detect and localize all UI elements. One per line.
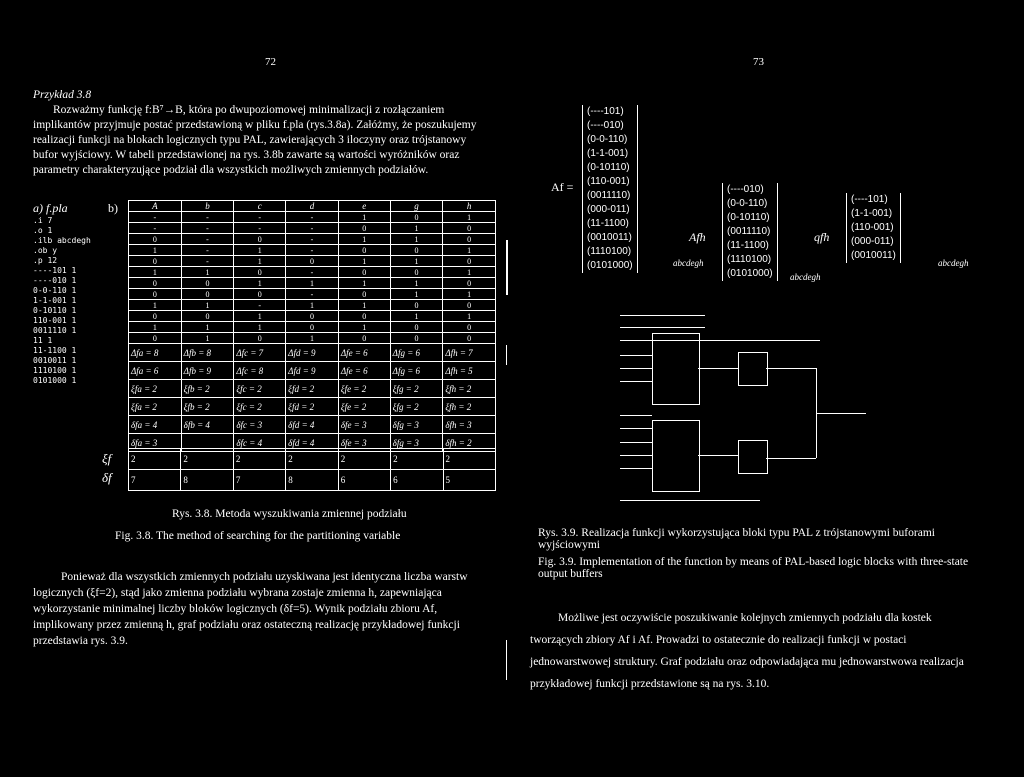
- para-line: jednowarstwowej struktury. Graf podziału oraz odpowiadająca mu jednowarstwowa realizacja: [530, 656, 964, 668]
- measure-row: [129, 344, 496, 362]
- table-cell: 1: [443, 311, 496, 322]
- table-cell: -: [234, 223, 286, 234]
- delta-value-cell: 7: [129, 470, 181, 491]
- table-cell: 1: [338, 256, 390, 267]
- para-line: Możliwe jest oczywiście poszukiwanie kolejnych zmiennych podziału dla kostek: [558, 612, 932, 624]
- table-cell: 1: [129, 300, 182, 311]
- table-row: [129, 212, 496, 223]
- intro-line: parametry charakteryzujące podział dla wszystkich możliwych zmiennych podziałów.: [33, 164, 429, 176]
- qfh-matrix: [846, 193, 901, 263]
- matrix-row: (000-011): [851, 236, 894, 247]
- margin-bar: [506, 640, 507, 680]
- table-cell: 1: [234, 322, 286, 333]
- pla-line: 1110100 1: [33, 366, 77, 375]
- measure-cell: ξfg = 2: [390, 380, 443, 398]
- afh-label: Afh: [689, 230, 706, 244]
- measure-cell: ξfg = 2: [390, 398, 443, 416]
- table-cell: 0: [443, 333, 496, 344]
- delta-value-cell: 7: [233, 470, 285, 491]
- table-cell: 0: [234, 333, 286, 344]
- table-cell: 1: [390, 256, 443, 267]
- measure-cell: ξfb = 2: [181, 398, 234, 416]
- table-cell: -: [286, 234, 339, 245]
- measure-cell: Δfc = 7: [234, 344, 286, 362]
- table-cell: 0: [390, 212, 443, 223]
- table-cell: -: [129, 223, 182, 234]
- page-number-right: 73: [753, 56, 764, 68]
- measure-cell: δfa = 4: [129, 416, 182, 434]
- pla-line: ----010 1: [33, 276, 77, 285]
- table-row: [129, 278, 496, 289]
- para-line: wykorzystanie minimalnej liczby bloków logicznych (δf=5). Wynik podziału zbioru Af,: [33, 603, 438, 615]
- table-cell: 1: [338, 278, 390, 289]
- table-cell: 1: [443, 245, 496, 256]
- table-cell: 0: [390, 333, 443, 344]
- intro-paragraph: [33, 103, 503, 178]
- afh-subscript: abcdegh: [790, 272, 821, 282]
- table-cell: 0: [129, 289, 182, 300]
- table-cell: 0: [390, 267, 443, 278]
- measure-row: [129, 416, 496, 434]
- table-cell: 0: [234, 234, 286, 245]
- measure-cell: ξfd = 2: [286, 380, 339, 398]
- delta-value-cell: 6: [338, 470, 390, 491]
- matrix-row: (0101000): [727, 268, 773, 279]
- para-line: logicznych (ξf=2), stąd jako zmienna podziału wybrana zostaje zmienna h, zapewniająca: [33, 587, 442, 599]
- matrix-row: (0010011): [587, 232, 632, 243]
- measure-row: [129, 362, 496, 380]
- pla-line: 11-1100 1: [33, 346, 77, 355]
- table-cell: 0: [286, 256, 339, 267]
- measure-cell: ξfa = 2: [129, 380, 182, 398]
- measure-cell: δfa = 3: [129, 434, 182, 452]
- measure-cell: ξfc = 2: [234, 398, 286, 416]
- table-cell: 1: [234, 278, 286, 289]
- xi-row: [129, 449, 496, 470]
- measure-cell: δfh = 3: [443, 416, 496, 434]
- pla-line: 1-1-001 1: [33, 296, 77, 305]
- matrix-row: (1110100): [587, 246, 632, 257]
- table-cell: 0: [443, 322, 496, 333]
- table-cell: 0: [443, 300, 496, 311]
- measure-cell: Δfb = 9: [181, 362, 234, 380]
- measure-cell: δfc = 4: [234, 434, 286, 452]
- table-cell: -: [286, 245, 339, 256]
- table-cell: 0: [286, 322, 339, 333]
- pal-block: [652, 420, 700, 492]
- table-cell: -: [286, 267, 339, 278]
- intro-line: bufor wyjściowy. W tabeli przedstawionej na rys. 3.8b zawarte są wartości wyróżników oraz: [33, 149, 460, 161]
- buffer: [738, 352, 768, 386]
- table-header-cell: h: [443, 201, 496, 212]
- table-cell: -: [234, 300, 286, 311]
- table-cell: 1: [338, 234, 390, 245]
- xi-value-cell: 2: [233, 449, 285, 470]
- afh-matrix: [722, 183, 778, 281]
- fig-3-9-caption-pl: [538, 527, 988, 551]
- measure-cell: δfg = 3: [390, 416, 443, 434]
- measure-cell: Δfd = 9: [286, 344, 339, 362]
- xi-label: ξf: [102, 451, 112, 466]
- para-line: tworzących zbiory Af i Af. Prowadzi to ostatecznie do realizacji funkcji w postaci: [530, 634, 907, 646]
- table-cell: -: [286, 289, 339, 300]
- matrix-row: (0-10110): [587, 162, 630, 173]
- table-cell: 1: [443, 212, 496, 223]
- table-cell: 1: [129, 322, 182, 333]
- table-cell: 0: [390, 245, 443, 256]
- measure-cell: Δfa = 8: [129, 344, 182, 362]
- table-cell: -: [181, 223, 234, 234]
- measure-cell: δfd = 4: [286, 416, 339, 434]
- pla-line: 110-001 1: [33, 316, 77, 325]
- table-row: [129, 311, 496, 322]
- measure-cell: δfd = 4: [286, 434, 339, 452]
- table-header-cell: g: [390, 201, 443, 212]
- table-cell: 1: [181, 322, 234, 333]
- measure-cell: Δfg = 6: [390, 362, 443, 380]
- table-cell: 0: [234, 267, 286, 278]
- table-cell: 1: [286, 333, 339, 344]
- table-header-cell: A: [129, 201, 182, 212]
- table-cell: 0: [443, 278, 496, 289]
- measure-cell: Δfd = 9: [286, 362, 339, 380]
- table-cell: 0: [129, 278, 182, 289]
- pla-line: 0-10110 1: [33, 306, 77, 315]
- matrix-row: (----010): [727, 184, 764, 195]
- qfh-label: qfh: [814, 230, 830, 244]
- measure-cell: ξfe = 2: [338, 398, 390, 416]
- delta-value-cell: 8: [181, 470, 233, 491]
- xi-value-cell: 2: [443, 449, 495, 470]
- para-line: Ponieważ dla wszystkich zmiennych podziału uzyskiwana jest identyczna liczba warstw: [61, 571, 468, 583]
- table-cell: 1: [181, 267, 234, 278]
- pal-circuit-diagram: [600, 310, 900, 510]
- table-cell: -: [234, 212, 286, 223]
- table-cell: 1: [286, 278, 339, 289]
- table-cell: 1: [338, 212, 390, 223]
- measure-cell: Δfh = 7: [443, 344, 496, 362]
- measure-cell: ξfh = 2: [443, 380, 496, 398]
- measure-cell: Δfc = 8: [234, 362, 286, 380]
- right-paragraph: [530, 607, 998, 695]
- table-cell: 0: [129, 311, 182, 322]
- table-header-row: [129, 201, 496, 212]
- table-cell: 1: [390, 234, 443, 245]
- matrix-row: (0010011): [851, 250, 896, 261]
- xi-value-cell: 2: [286, 449, 338, 470]
- matrix-row: (----101): [587, 106, 624, 117]
- table-cell: 1: [443, 289, 496, 300]
- table-cell: -: [181, 234, 234, 245]
- table-header-cell: b: [181, 201, 234, 212]
- measure-cell: ξfc = 2: [234, 380, 286, 398]
- measure-row: [129, 380, 496, 398]
- table-cell: -: [181, 256, 234, 267]
- para-line: implikowany przez zmienną h, graf podziału oraz ostateczną realizację przykładowej funkcji: [33, 619, 460, 631]
- matrix-row: (0011110): [727, 226, 771, 237]
- table-cell: 0: [286, 311, 339, 322]
- measure-cell: δfb = 4: [181, 416, 234, 434]
- matrix-row: (11-1100): [587, 218, 629, 229]
- measure-cell: Δfa = 6: [129, 362, 182, 380]
- pla-line: 0-0-110 1: [33, 286, 77, 295]
- pla-label: a) f.pla: [33, 201, 68, 215]
- table-cell: 0: [129, 256, 182, 267]
- table-cell: 1: [390, 289, 443, 300]
- table-row: [129, 289, 496, 300]
- pla-line: ----101 1: [33, 266, 77, 275]
- matrix-row: (----101): [851, 194, 888, 205]
- example-title: Przykład 3.8: [33, 89, 92, 101]
- table-cell: 0: [181, 289, 234, 300]
- table-cell: -: [181, 212, 234, 223]
- table-header-cell: c: [234, 201, 286, 212]
- delta-value-cell: 5: [443, 470, 495, 491]
- table-cell: -: [129, 212, 182, 223]
- matrix-row: (1-1-001): [587, 148, 629, 159]
- measure-cell: Δfg = 6: [390, 344, 443, 362]
- fig-3-8-caption-pl: Rys. 3.8. Metoda wyszukiwania zmiennej podziału: [172, 508, 407, 520]
- delta-label: δf: [102, 470, 112, 485]
- table-cell: 0: [129, 234, 182, 245]
- table-cell: 1: [234, 256, 286, 267]
- table-row: [129, 245, 496, 256]
- table-row: [129, 267, 496, 278]
- matrix-row: (0-0-110): [587, 134, 628, 145]
- fig-3-8-caption-en: Fig. 3.8. The method of searching for the partitioning variable: [115, 530, 401, 542]
- table-cell: -: [286, 223, 339, 234]
- table-cell: 0: [390, 322, 443, 333]
- margin-bar: [506, 240, 508, 295]
- table-cell: 0: [338, 333, 390, 344]
- xi-value-cell: 2: [338, 449, 390, 470]
- pla-line: .ilb abcdegh: [33, 236, 91, 245]
- table-cell: 1: [234, 311, 286, 322]
- matrix-row: (0011110): [587, 190, 631, 201]
- pla-line: .p 12: [33, 256, 58, 265]
- table-row: [129, 333, 496, 344]
- table-label: b): [108, 201, 118, 215]
- measure-cell: ξfd = 2: [286, 398, 339, 416]
- table-cell: 1: [443, 267, 496, 278]
- table-header-cell: d: [286, 201, 339, 212]
- table-cell: 1: [181, 300, 234, 311]
- table-cell: 1: [129, 245, 182, 256]
- measure-row: [129, 398, 496, 416]
- measure-cell: Δfb = 8: [181, 344, 234, 362]
- table-cell: 0: [338, 223, 390, 234]
- table-row: [129, 322, 496, 333]
- af-subscript: abcdegh: [673, 258, 704, 268]
- table-cell: 1: [181, 333, 234, 344]
- intro-line: Rozważmy funkcję f:B⁷→B, która po dwupoziomowej minimalizacji z rozłączaniem: [53, 104, 445, 116]
- intro-line: realizacji funkcji na blokach logicznych typu PAL, zawierających 3 iloczyny oraz trójstanowy: [33, 134, 467, 146]
- table-row: [129, 223, 496, 234]
- measure-cell: ξfe = 2: [338, 380, 390, 398]
- measure-cell: δfe = 3: [338, 416, 390, 434]
- table-cell: 0: [338, 245, 390, 256]
- pal-block: [652, 333, 700, 405]
- matrix-row: (1-1-001): [851, 208, 893, 219]
- table-cell: 1: [390, 278, 443, 289]
- table-cell: -: [181, 245, 234, 256]
- measure-cell: δfg = 3: [390, 434, 443, 452]
- measure-cell: ξfh = 2: [443, 398, 496, 416]
- table-cell: 0: [129, 333, 182, 344]
- matrix-row: (110-001): [851, 222, 894, 233]
- delta-value-cell: 6: [391, 470, 443, 491]
- conclusion-paragraph: [33, 569, 503, 649]
- table-cell: 0: [443, 234, 496, 245]
- pla-line: 0011110 1: [33, 326, 77, 335]
- table-cell: 0: [443, 223, 496, 234]
- table-cell: 1: [338, 300, 390, 311]
- fig-3-9-caption-en: [538, 556, 988, 580]
- summary-table: [128, 448, 496, 491]
- para-line: przedstawia rys. 3.9.: [33, 635, 128, 647]
- measure-cell: ξfb = 2: [181, 380, 234, 398]
- qfh-subscript: abcdegh: [938, 258, 969, 268]
- pla-line: .i 7: [33, 216, 53, 225]
- measure-cell: δfc = 3: [234, 416, 286, 434]
- table-cell: 1: [390, 311, 443, 322]
- table-cell: 0: [390, 300, 443, 311]
- intro-line: implikantów przyjmuje postać przedstawioną w pliku f.pla (rys.3.8a). Załóżmy, że poszukujemy: [33, 119, 477, 131]
- table-cell: 1: [338, 322, 390, 333]
- af-label: Af =: [551, 180, 574, 194]
- table-cell: 0: [181, 311, 234, 322]
- matrix-row: (0-10110): [727, 212, 770, 223]
- xi-value-cell: 2: [129, 449, 181, 470]
- pla-listing: [33, 216, 91, 386]
- pla-line: .o 1: [33, 226, 53, 235]
- buffer: [738, 440, 768, 474]
- table-cell: 0: [181, 278, 234, 289]
- measure-cell: ξfa = 2: [129, 398, 182, 416]
- table-cell: 0: [443, 256, 496, 267]
- para-line: przykładowej funkcji przedstawione są na rys. 3.10.: [530, 678, 770, 690]
- pla-line: 0010011 1: [33, 356, 77, 365]
- matrix-row: (110-001): [587, 176, 630, 187]
- matrix-row: (1110100): [727, 254, 772, 265]
- delta-row: [129, 470, 496, 491]
- pla-line: .ob y: [33, 246, 58, 255]
- xi-value-cell: 2: [391, 449, 443, 470]
- matrix-row: (11-1100): [727, 240, 769, 251]
- table-cell: 1: [286, 300, 339, 311]
- measure-cell: δfe = 3: [338, 434, 390, 452]
- matrix-row: (----010): [587, 120, 624, 131]
- table-cell: 0: [338, 267, 390, 278]
- measure-cell: Δfe = 6: [338, 344, 390, 362]
- table-header-cell: e: [338, 201, 390, 212]
- measure-cell: δfh = 2: [443, 434, 496, 452]
- partition-table: [128, 200, 496, 452]
- page-number-left: 72: [265, 56, 276, 68]
- table-row: [129, 256, 496, 267]
- table-row: [129, 234, 496, 245]
- xi-value-cell: 2: [181, 449, 233, 470]
- delta-value-cell: 8: [286, 470, 338, 491]
- table-cell: 0: [338, 289, 390, 300]
- pla-line: 11 1: [33, 336, 53, 345]
- table-cell: 0: [338, 311, 390, 322]
- table-cell: 1: [390, 223, 443, 234]
- matrix-row: (0101000): [587, 260, 633, 271]
- table-cell: 1: [234, 245, 286, 256]
- table-cell: 1: [129, 267, 182, 278]
- measure-cell: Δfh = 5: [443, 362, 496, 380]
- measure-cell: Δfe = 6: [338, 362, 390, 380]
- table-row: [129, 300, 496, 311]
- margin-bar: [506, 345, 507, 365]
- matrix-row: (000-011): [587, 204, 630, 215]
- matrix-row: (0-0-110): [727, 198, 768, 209]
- fig-3-9-caption-en-text: Fig. 3.9. Implementation of the function by means of PAL-based logic blocks with three-state output buffers: [538, 556, 969, 580]
- table-cell: -: [286, 212, 339, 223]
- pla-line: 0101000 1: [33, 376, 77, 385]
- af-matrix: [582, 105, 638, 273]
- fig-3-9-caption-pl-text: Rys. 3.9. Realizacja funkcji wykorzystująca bloki typu PAL z trójstanowymi buforami wyjściowymi: [538, 527, 935, 551]
- table-cell: 0: [234, 289, 286, 300]
